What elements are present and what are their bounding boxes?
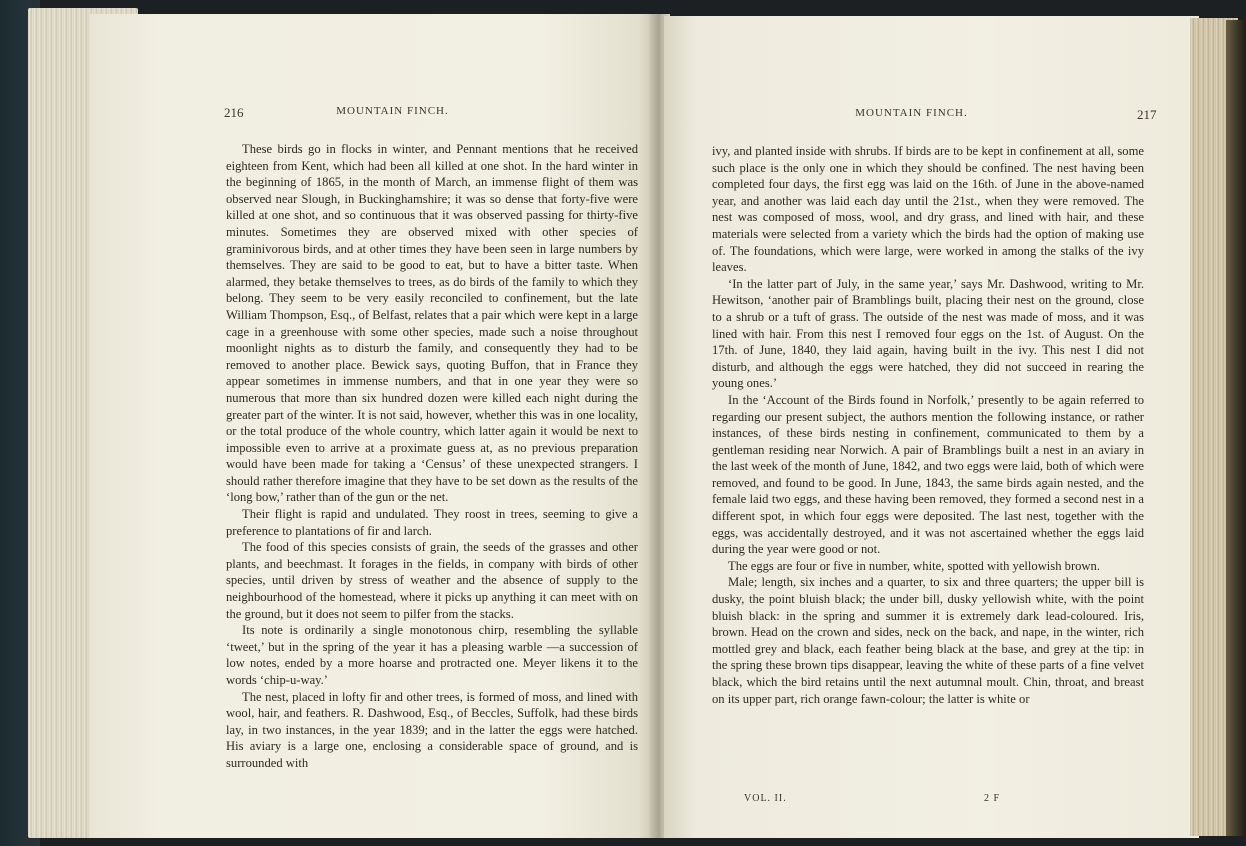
right-paragraph: The eggs are four or five in number, white, spotted with yellowish brown.	[728, 558, 1100, 573]
footer-volume: VOL. II.	[744, 793, 787, 804]
right-running-title: MOUNTAIN FINCH.	[855, 107, 968, 119]
left-page	[90, 14, 655, 838]
right-paragraph: ivy, and planted inside with shrubs. If birds are to be kept in confinement at all, some such place is the only one in which they should be confined. The nest having been completed four days, the first egg was laid on the 16th. of June in the above-named year, and another was laid each day until the 21st., when they were removed. The nest was composed of moss, wool, and dry grass, and lined with hair, and these materials were selected from a variety which the birds had the option of making use of. The foundations, which were large, were worked in among the stalks of the ivy leaves.	[712, 144, 1144, 275]
right-paragraph: ‘In the latter part of July, in the same year,’ says Mr. Dashwood, writing to Mr. Hewitson, ‘another pair of Bramblings built, placing their nest on the ground, close to a shrub or a tuft of grass. The outside of the nest was made of moss, and it was lined with hair. From this nest I removed four eggs on the 1st. of August. On the 17th. of June, 1840, they laid again, having built in the ivy. This nest I did not disturb, and although the eggs were hatched, they did not succeed in rearing the young ones.’	[712, 276, 1144, 391]
left-running-title: MOUNTAIN FINCH.	[336, 105, 449, 117]
right-page	[664, 16, 1199, 838]
left-paragraph: Their flight is rapid and undulated. They roost in trees, seeming to give a preference to plantations of fir and larch.	[226, 507, 638, 538]
footer-signature: 2 F	[984, 793, 1001, 804]
right-page-number: 217	[1137, 107, 1157, 122]
right-page-body	[712, 143, 1144, 707]
left-page-body	[226, 141, 638, 772]
left-paragraph: These birds go in flocks in winter, and Pennant mentions that he received eighteen from Kent, which had been all killed at one shot. In the hard winter in the beginning of 1865, in the month of March, an immense flight of them was observed near Slough, in Buckinghamshire; it was so dense that forty-five were killed at one shot, and so continuous that it was observed passing for thirty-five minutes. Sometimes they are observed mixed with other species of graminivorous birds, and at other times they have been seen in large numbers by themselves. They are said to be good to eat, but to have a bitter taste. When alarmed, they betake themselves to trees, as do birds of the family to which they belong. They seem to be very easily reconciled to confinement, but the late William Thompson, Esq., of Belfast, relates that a pair which were kept in a large cage in a greenhouse with some other species, made such a noise throughout moonlight nights as to disturb the family, and consequently they had to be removed to another place. Bewick says, quoting Buffon, that in France they appear sometimes in immense numbers, and that in one year they were so numerous that more than six hundred dozen were killed each night during the greater part of the winter. It is not said, however, whether this was in one locality, or the total produce of the whole country, which latter again it would be next to impossible even to arrive at a proximate guess at, as no previous preparation would have been made for taking a ‘Census’ of these unexpected strangers. I should rather therefore imagine that they have to be set down as the results of the ‘long bow,’ rather than of the gun or the net.	[226, 142, 638, 505]
right-paragraph: Male; length, six inches and a quarter, to six and three quarters; the upper bill is dusky, the point bluish black; the under bill, dusky yellowish white, with the point bluish black: in the spring and summer it is extremely dark lead-coloured. Iris, brown. Head on the crown and sides, neck on the back, and nape, in the winter, rich mottled grey and black, each feather being black at the base, and grey at the tip: in the spring these brown tips disappear, leaving the white of these parts of a fine velvet black, which the bird retains until the next autumnal moult. Chin, throat, and breast on its upper part, rich orange fawn-colour; the latter is white or	[712, 575, 1144, 706]
left-paragraph: Its note is ordinarily a single monotonous chirp, resembling the syllable ‘tweet,’ but in the spring of the year it has a pleasing warble —a succession of low notes, ended by a more hoarse and protracted one. Meyer likens it to the words ‘chip-u-way.’	[226, 623, 638, 687]
left-paragraph: The nest, placed in lofty fir and other trees, is formed of moss, and lined with wool, hair, and feathers. R. Dashwood, Esq., of Beccles, Suffolk, had these birds lay, in two instances, in the year 1839; and in the latter the eggs were hatched. His aviary is a large one, enclosing a considerable space of ground, and is surrounded with	[226, 689, 638, 770]
left-page-number: 216	[224, 105, 244, 120]
left-running-head	[90, 105, 655, 125]
book-cover-right	[1226, 20, 1246, 836]
right-paragraph: In the ‘Account of the Birds found in Norfolk,’ presently to be again referred to regarding our present subject, the authors mention the following instance, or rather instances, of these birds nesting in confinement, communicated to them by a gentleman residing near Norwich. A pair of Bramblings built a nest in an aviary in the last week of the month of June, 1842, and two eggs were laid, both of which were removed, and found to be good. In June, 1843, the same birds again nested, and the female laid two eggs, and these having been removed, they formed a second nest in a different spot, in which four eggs were deposited. The last nest, together with the eggs, was accidentally destroyed, and it was not ascertained whether the eggs laid during the year were good or not.	[712, 392, 1144, 557]
right-running-head	[664, 107, 1199, 127]
left-paragraph: The food of this species consists of grain, the seeds of the grasses and other plants, and beechmast. It forages in the fields, in company with birds of other species, until driven by stress of weather and the absence of supply to the neighbourhood of the homestead, where it picks up anything it can meet with on the ground, but it does not seem to pilfer from the stacks.	[226, 540, 638, 621]
